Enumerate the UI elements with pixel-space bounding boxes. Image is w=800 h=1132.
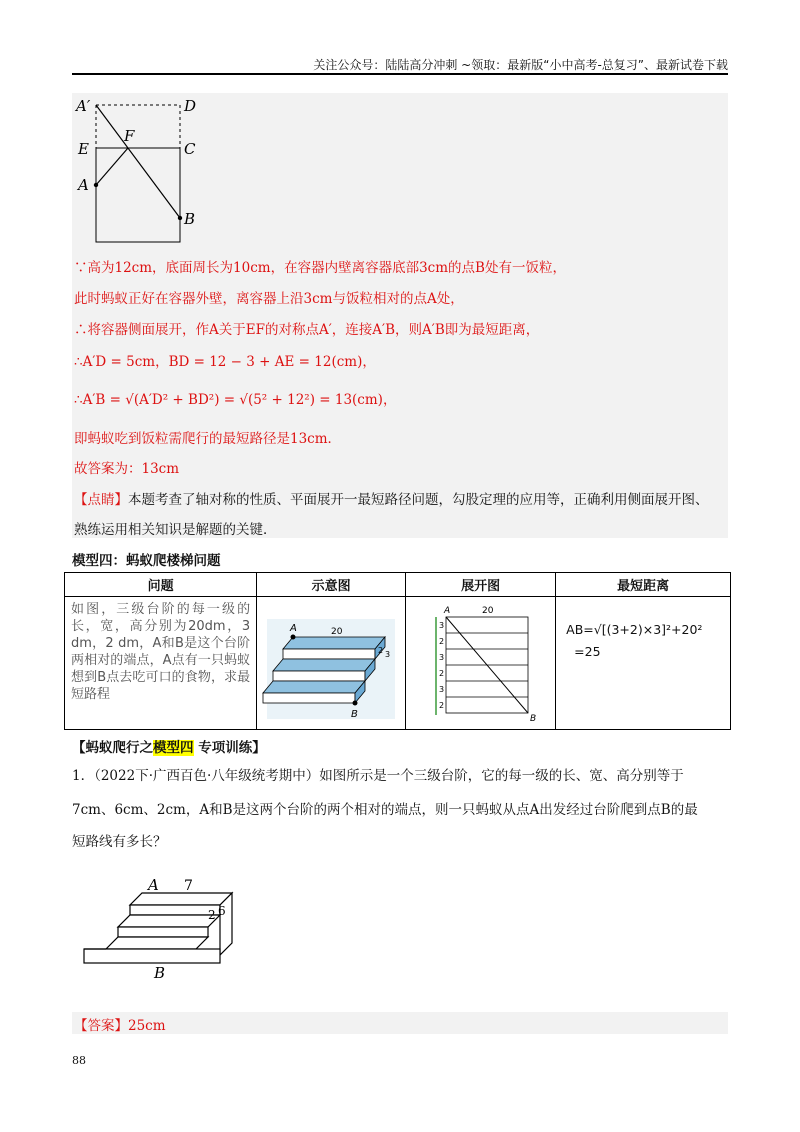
label-d: D bbox=[184, 97, 197, 115]
solution-line-1: ∵高为12cm，底面周长为10cm，在容器内壁离容器底部3cm的点B处有一饭粒， bbox=[74, 260, 566, 276]
problem-text: 如图，三级台阶的每一级的长，宽，高分别为20dm，3 dm，2 dm，A和B是这个台阶两相对的端点，A点有一只蚂蚁想到B点去吃可口的食物，求最短路程 bbox=[71, 602, 251, 702]
page-number: 88 bbox=[72, 1054, 86, 1067]
unfold-label-a: A bbox=[444, 606, 451, 616]
training-title-highlight: 模型四 bbox=[153, 740, 194, 756]
unfold-step-5: 3 bbox=[439, 685, 445, 694]
tip-tag: 【点睛】 bbox=[74, 492, 128, 508]
unfold-step-2: 2 bbox=[439, 637, 445, 646]
section-title: 模型四：蚂蚁爬楼梯问题 bbox=[72, 553, 221, 569]
unfold-diagram bbox=[406, 597, 554, 725]
solution-line-2: 此时蚂蚁正好在容器外壁，离容器上沿3cm与饭粒相对的点A处， bbox=[74, 291, 464, 307]
label-c: C bbox=[184, 140, 196, 158]
formula-line-2: =25 bbox=[574, 644, 601, 659]
label-b: B bbox=[184, 210, 196, 228]
stairs-label-b: B bbox=[351, 709, 359, 720]
page-header: 关注公众号：陆陆高分冲刺 ~领取：最新版“小中高考-总复习”、最新试卷下载 bbox=[313, 58, 728, 72]
q-label-length: 7 bbox=[184, 878, 193, 894]
stairs-label-length: 20 bbox=[331, 627, 343, 637]
stairs-label-a: A bbox=[290, 623, 297, 634]
tip-line-1 bbox=[74, 488, 709, 508]
solution-line-5: ∴A′B = √(A′D² + BD²) = √(5² + 12²) = 13(cm)， bbox=[74, 392, 397, 408]
label-f: F bbox=[124, 127, 135, 145]
stairs-label-width: 3 bbox=[385, 650, 391, 659]
cylinder-unfold-figure bbox=[72, 93, 202, 248]
header-diagram: 示意图 bbox=[257, 573, 406, 597]
solution-line-7: 故答案为：13cm bbox=[74, 461, 180, 477]
question-line-2: 7cm、6cm、2cm，A和B是这两个台阶的两个相对的端点，则一只蚂蚁从点A出发经过台阶爬到点B的最 bbox=[72, 802, 698, 818]
unfold-label-length: 20 bbox=[482, 606, 494, 616]
shortest-cell bbox=[556, 597, 731, 730]
formula bbox=[556, 597, 730, 663]
question-line-1: 1．（2022下·广西百色·八年级统考期中）如图所示是一个三级台阶，它的每一级的长、宽、高分别等于 bbox=[72, 768, 684, 784]
training-title-suffix: 专项训练】 bbox=[193, 740, 266, 756]
tip-body: 本题考查了轴对称的性质、平面展开一最短路径问题，勾股定理的应用等，正确利用侧面展开图、 bbox=[128, 492, 709, 508]
header-shortest: 最短距离 bbox=[556, 573, 731, 597]
header-problem: 问题 bbox=[65, 573, 257, 597]
label-e: E bbox=[78, 140, 89, 158]
training-title-prefix: 【蚂蚁爬行之 bbox=[72, 740, 153, 756]
unfold-label-b: B bbox=[530, 714, 537, 724]
solution-line-3: ∴将容器侧面展开，作A关于EF的对称点A′，连接A′B，则A′B即为最短距离， bbox=[74, 322, 540, 338]
problem-cell bbox=[65, 597, 257, 730]
model-table bbox=[64, 572, 731, 730]
label-a: A bbox=[78, 176, 89, 194]
unfold-step-4: 2 bbox=[439, 669, 445, 678]
unfold-step-1: 3 bbox=[439, 621, 445, 630]
tip-line-2: 熟练运用相关知识是解题的关键． bbox=[74, 522, 277, 538]
diagram-cell bbox=[257, 597, 406, 730]
q-label-height: 2 bbox=[208, 908, 216, 922]
answer-box bbox=[72, 1012, 728, 1034]
header-unfold: 展开图 bbox=[406, 573, 556, 597]
table-header-row bbox=[65, 573, 731, 597]
solution-line-4: ∴A′D = 5cm，BD = 12 − 3 + AE = 12(cm)， bbox=[74, 354, 376, 370]
q-label-a: A bbox=[148, 876, 159, 894]
question-stairs-figure bbox=[80, 875, 250, 980]
unfold-step-3: 3 bbox=[439, 653, 445, 662]
table-row bbox=[65, 597, 731, 730]
solution-line-6: 即蚂蚁吃到饭粒需爬行的最短路径是13cm． bbox=[74, 431, 342, 447]
q-label-b: B bbox=[154, 964, 166, 980]
question-line-3: 短路线有多长？ bbox=[72, 834, 167, 850]
label-a-prime: A′ bbox=[76, 97, 91, 115]
q-label-width: 6 bbox=[218, 904, 226, 918]
stairs-diagram bbox=[257, 597, 405, 725]
unfold-cell bbox=[406, 597, 556, 730]
training-title bbox=[72, 736, 266, 756]
stairs-label-height: 2 bbox=[378, 646, 384, 655]
formula-line-1: AB=√[(3+2)×3]²+20² bbox=[566, 622, 703, 637]
unfold-step-6: 2 bbox=[439, 701, 445, 710]
answer-text: 【答案】25cm bbox=[74, 1018, 166, 1034]
header-rule bbox=[72, 73, 728, 75]
